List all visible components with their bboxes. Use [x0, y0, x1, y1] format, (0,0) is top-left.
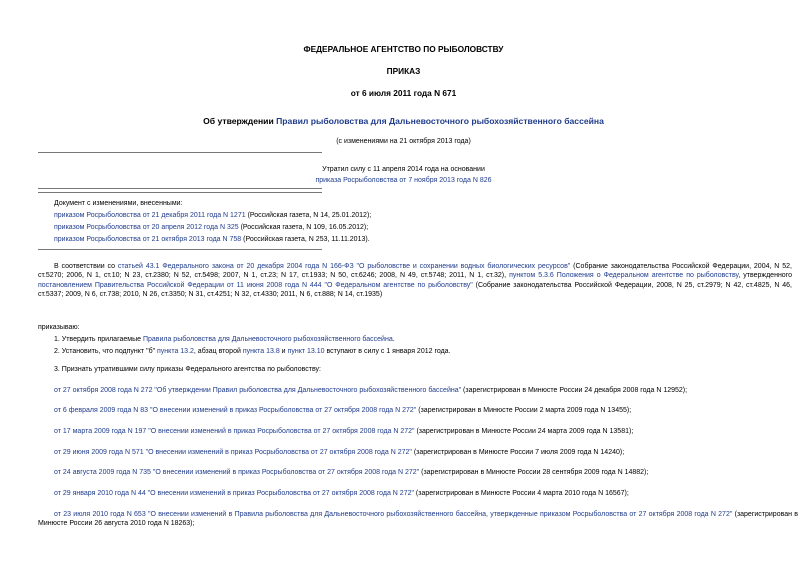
repealed-order-link[interactable]: от 17 марта 2009 года N 197 "О внесении изменений в приказ Росрыболовства от 27 октября 2008 года N 272" [54, 428, 415, 435]
lost-force-text: Утратил силу с 11 апреля 2014 года на основании [322, 166, 485, 173]
repealed-order-link[interactable]: от 6 февраля 2009 года N 83 "О внесении изменений в приказ Росрыболовства от 27 октября 2008 года N 272" [54, 407, 417, 414]
registration-note: (зарегистрирован в Минюсте России 28 сентября 2009 года N 14882); [419, 469, 649, 476]
government-decree-link[interactable]: постановлением Правительства Российской Федерации от 11 июня 2008 года N 444 "О Федеральном агентстве по рыболовству" [38, 281, 473, 289]
change-order-link[interactable]: приказом Росрыболовства от 21 декабря 2011 года N 1271 [54, 212, 246, 219]
repealed-order-link[interactable]: от 29 июня 2009 года N 571 "О внесении изменений в приказ Росрыболовства от 27 октября 2008 года N 272" [54, 449, 412, 456]
change-order-link[interactable]: приказом Росрыболовства от 21 октября 2013 года N 758 [54, 236, 242, 243]
repealed-order-link[interactable]: от 27 октября 2008 года N 272 "Об утверждении Правил рыболовства для Дальневосточного рыбохозяйственного бассейна" [54, 387, 462, 394]
clause-13-2-link[interactable]: пункта 13.2 [157, 348, 194, 355]
basis-text: (Собрание законодательства Российской Федерации, 2008, N 25, ст.2979; N 42, ст.4825, N 46, ст.5337; 2009, N 6, ст.738; 2010, N 26, ст.3350; N 31, ст.4251; N 32, ст.4330; 2011, N 6, ст.888; N 14, ст.1935) [38, 281, 792, 299]
lost-force-order-link[interactable]: приказа Росрыболовства от 7 ноября 2013 года N 826 [315, 177, 492, 184]
point-text: 1. Утвердить прилагаемые [54, 336, 143, 343]
law-article-link[interactable]: статьей 43.1 Федерального закона от 20 декабря 2004 года N 166-ФЗ "О рыболовстве и сохранении водных биологических ресурсов" [117, 263, 571, 270]
change-item-source: (Российская газета, N 14, 25.01.2012); [245, 212, 372, 219]
lost-force-line [0, 176, 807, 185]
registration-note: (зарегистрирован в Минюсте России 4 марта 2010 года N 16567); [413, 490, 629, 497]
agency-name: ФЕДЕРАЛЬНОЕ АГЕНТСТВО ПО РЫБОЛОВСТВУ [303, 44, 504, 54]
order-date: от 6 июля 2011 года N 671 [350, 88, 457, 98]
clause-13-8-link[interactable]: пункта 13.8 [242, 348, 280, 355]
registration-note: (зарегистрирован в Минюсте России 2 марта 2009 года N 13455); [416, 407, 632, 414]
edition-note: (с изменениями на 21 октября 2013 года) [336, 138, 471, 145]
basis-paragraph [38, 262, 792, 300]
registration-note: (зарегистрирован в Минюсте России 7 июля 2009 года N 14240); [411, 449, 625, 456]
change-item-source: (Российская газета, N 109, 16.05.2012); [238, 224, 369, 231]
point-text: . [392, 336, 395, 343]
divider [38, 152, 322, 153]
point-2 [54, 347, 451, 356]
clause-13-10-link[interactable]: пункт 13.10 [287, 348, 325, 355]
change-order-link[interactable]: приказом Росрыболовства от 20 апреля 2012 года N 325 [54, 224, 239, 231]
repealed-order-item [38, 386, 798, 395]
repealed-order-item [38, 448, 798, 457]
repealed-order-link[interactable]: от 23 июля 2010 года N 653 "О внесении изменений в Правила рыболовства для Дальневосточного рыбохозяйственного бассейна, утвержденные приказом Росрыболовства от 27 октября 2008 года N 272" [54, 511, 733, 518]
point-text: и [279, 348, 288, 355]
repealed-order-link[interactable]: от 24 августа 2009 года N 735 "О внесении изменений в приказ Росрыболовства от 27 октября 2008 года N 272" [54, 469, 420, 476]
order-heading: ПРИКАЗ [386, 66, 421, 76]
divider [38, 192, 322, 193]
changes-header: Документ с изменениями, внесенными: [54, 200, 183, 207]
repealed-order-link[interactable]: от 29 января 2010 года N 44 "О внесении изменений в приказ Росрыболовства от 27 октября 2008 года N 272" [54, 490, 414, 497]
point-text: 2. Установить, что подпункт "б" [54, 348, 158, 355]
point-text: вступают в силу с 1 января 2012 года. [324, 348, 451, 355]
title-rules-link[interactable]: Правил рыболовства для Дальневосточного рыбохозяйственного бассейна [276, 116, 604, 126]
divider [38, 188, 322, 189]
order-word: приказываю: [38, 324, 80, 331]
divider [38, 249, 322, 250]
repealed-order-item [38, 427, 798, 436]
regulation-point-link[interactable]: пунктом 5.3.6 Положения о Федеральном агентстве по рыболовству [509, 272, 739, 280]
point-text: , абзац второй [193, 348, 243, 355]
rules-link[interactable]: Правила рыболовства для Дальневосточного рыбохозяйственного бассейна [142, 336, 393, 343]
point-1 [54, 335, 395, 344]
basis-text: В соответствии со [54, 263, 118, 270]
document-title [0, 116, 807, 128]
registration-note: (зарегистрирован в Минюсте России 24 декабря 2008 года N 12952); [461, 387, 688, 394]
repealed-order-item [38, 468, 798, 477]
change-item [54, 211, 371, 220]
change-item [54, 235, 370, 244]
registration-note: (зарегистрирован в Минюсте России 24 марта 2009 года N 13581); [414, 428, 634, 435]
change-item-source: (Российская газета, N 253, 11.11.2013). [241, 236, 370, 243]
change-item [54, 223, 368, 232]
repealed-order-item [38, 489, 798, 498]
repealed-order-item [38, 406, 798, 415]
basis-text: (Собрание законодательства Российской Федерации, 2004, N 52, ст.5270; 2006, N 1, ст.10; N 23, ст.2380; N 52, ст.5498; 2007, N 1, ст.23; N 17, ст.1933; N 50, ст.6246; 2008, N 49, ст.5748; 2011, N 1, ст.32), [38, 263, 792, 280]
basis-text: , утвержденного [738, 272, 792, 280]
repealed-order-item [38, 510, 798, 529]
registration-note: (зарегистрирован в Минюсте России 26 августа 2010 года N 18263); [38, 511, 798, 528]
title-prefix: Об утверждении [203, 116, 277, 126]
point-3: 3. Признать утратившими силу приказы Федерального агентства по рыболовству: [54, 366, 321, 373]
